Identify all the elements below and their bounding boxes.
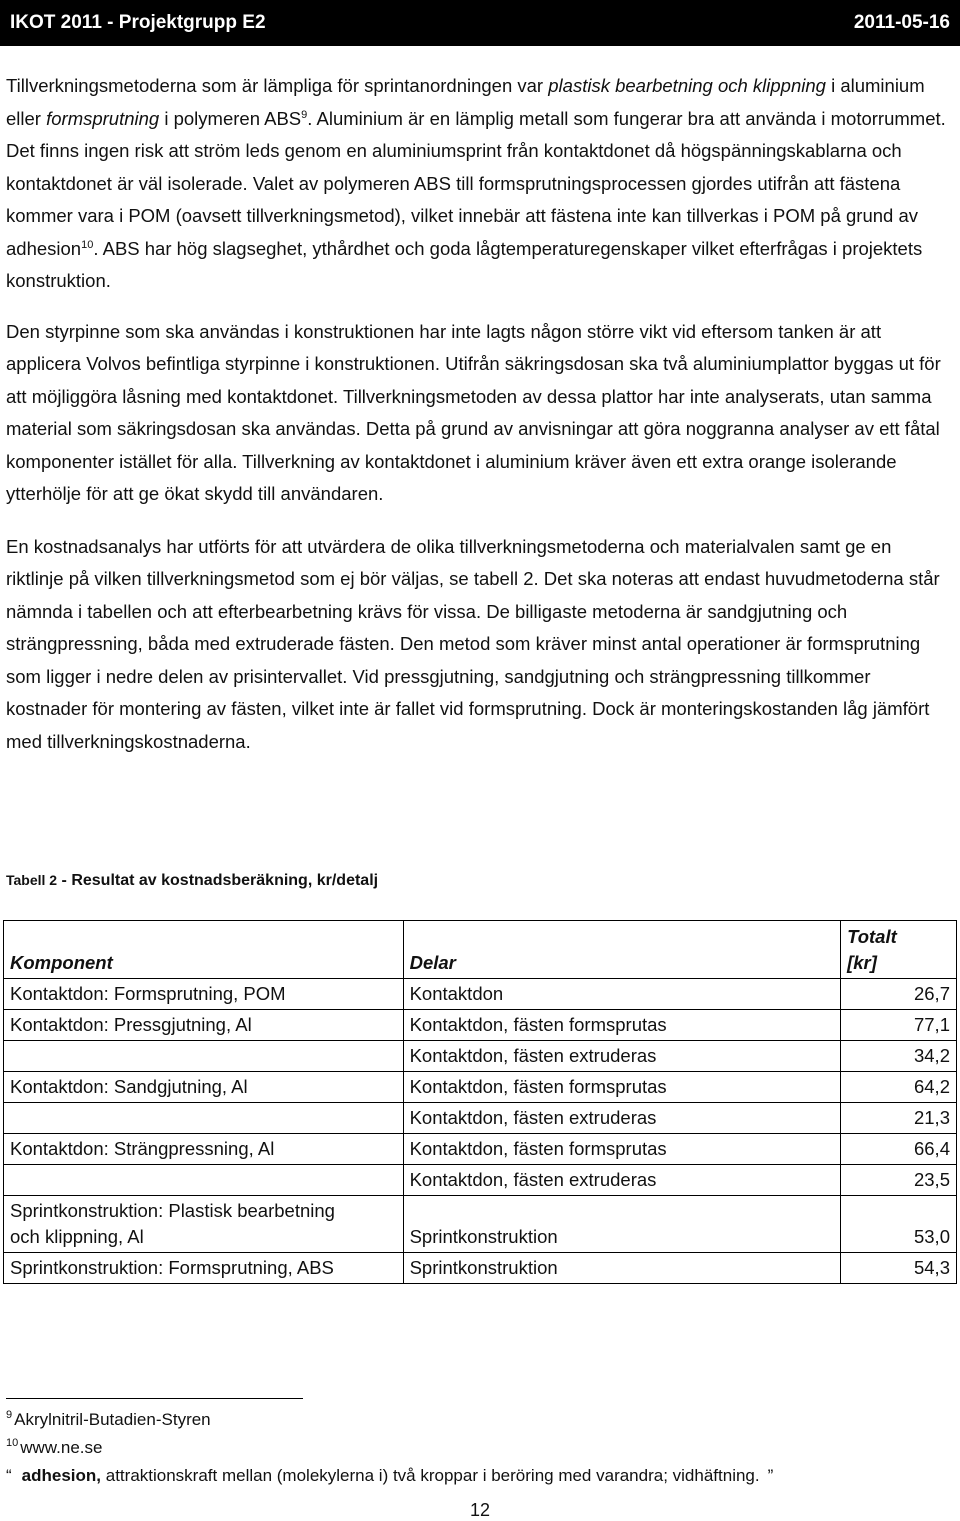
header-date: 2011-05-16 [853,12,950,33]
paragraph-3: En kostnadsanalys har utförts för att utvärdera de olika tillverkningsmetoderna och materialvalen samt ge en riktlinje på vilken tillverkningsmetod som ej bör väljas, se tabell 2. Det ska noteras att endast huvudmetoderna står nämnda i tabellen och att efterbearbetning krävs för vissa. De billigaste metoderna är sandgjutning och strängpressning, båda med extruderade fästen. Den metod som kräver minst antal operationer är formsprutning som ligger i nedre delen av prisintervallet. Vid pressgjutning, sandgjutning och strängpressning tillkommer kostnader för montering av fästen, vilket inte är fallet vid formsprutning. Dock är monteringskostanden låg jämfört med tillverkningskostnaderna. [6,535,940,752]
cell-totalt: 66,4 [841,1134,957,1165]
cell-totalt: 77,1 [841,1010,957,1041]
header-title: IKOT 2011 - Projektgrupp E2 [10,12,266,33]
footnotes [6,1406,773,1490]
footnote-9-number: 9 [6,1409,13,1422]
cell-delar: Kontaktdon, fästen extruderas [403,1041,841,1072]
close-quote: ” [767,1466,774,1485]
header-totalt-line2: [kr] [847,952,877,973]
cell-totalt: 26,7 [841,979,957,1010]
table-caption-label: Tabell 2 [6,872,58,888]
body-text [6,70,954,778]
p1-text-d: . Aluminium är en lämplig metall som fungerar bra att använda i motorrummet. Det finns ingen risk att ström leds genom en aluminiumsprint från kontaktdonet då högspänningskablarna och kontaktdonet är väl isolerade. Valet av polymeren ABS till formsprutningsprocessen gjordes utifrån att fästena kommer vara i POM (oavsett tillverkningsmetod), vilket innebär att fästena inte kan tillverkas i POM på grund av adhesion [6,107,946,259]
cost-table [3,920,957,1284]
table-row [4,1165,957,1196]
table-row [4,1196,957,1253]
cell-komponent: Kontaktdon: Pressgjutning, Al [4,1010,404,1041]
cell-delar: Kontaktdon, fästen extruderas [403,1165,841,1196]
cell-komponent [4,1103,404,1134]
cell-komponent: Kontaktdon: Sandgjutning, Al [4,1072,404,1103]
cell-komponent: Kontaktdon: Formsprutning, POM [4,979,404,1010]
table-row [4,1041,957,1072]
table-caption [6,872,378,890]
cell-totalt: 54,3 [841,1253,957,1284]
cell-komponent-line1: Sprintkonstruktion: Plastisk bearbetning [10,1200,335,1221]
table-row [4,979,957,1010]
cell-totalt: 64,2 [841,1072,957,1103]
cell-delar: Kontaktdon, fästen formsprutas [403,1134,841,1165]
cell-totalt: 34,2 [841,1041,957,1072]
p1-emphasis-2: formsprutning [46,107,160,129]
cell-komponent [4,1196,404,1253]
open-quote: “ [6,1466,12,1485]
footnote-10-number: 10 [6,1437,19,1450]
cell-totalt: 21,3 [841,1103,957,1134]
header-totalt-line1: Totalt [847,926,897,947]
cell-delar: Sprintkonstruktion [403,1196,841,1253]
table-header-row [4,921,957,979]
header-delar: Delar [403,921,841,979]
footnote-ref-9[interactable]: 9 [301,108,308,121]
footnote-10-link[interactable]: www.ne.se [20,1438,103,1457]
footnote-9 [6,1406,773,1434]
table-row [4,1072,957,1103]
footnote-10 [6,1434,773,1462]
cell-komponent: Sprintkonstruktion: Formsprutning, ABS [4,1253,404,1284]
p1-text-c: i polymeren ABS [159,107,302,129]
definition-text: attraktionskraft mellan (molekylerna i) två kroppar i beröring med varandra; vidhäftning. [101,1466,760,1485]
p1-emphasis-1: plastisk bearbetning och klippning [548,75,826,96]
cell-delar: Kontaktdon, fästen formsprutas [403,1072,841,1103]
table-row [4,1134,957,1165]
paragraph-2: Den styrpinne som ska användas i konstruktionen har inte lagts någon större vikt vid eftersom tanken är att applicera Volvos befintliga styrpinne i konstruktionen. Utifrån säkringsdosan ska två aluminiumplattor byggas ut för att möjliggöra låsning med kontaktdonet. Tillverkningsmetoden av dessa plattor har inte analyserats, utan samma material som säkringsdosan ska användas. Detta på grund av anvisningar att göra noggranna analyser av ett fåtal komponenter istället för alla. Tillverkning av kontaktdonet i aluminium kräver även ett extra orange isolerande ytterhölje för att ge ökat skydd till användaren. [6,320,941,504]
cell-delar: Kontaktdon, fästen extruderas [403,1103,841,1134]
p1-text-e: . ABS har hög slagseghet, ythårdhet och goda lågtemperaturegenskaper vilket efterfrågas i projektets konstruktion. [6,237,923,291]
definition [6,1462,773,1490]
header-komponent: Komponent [4,921,404,979]
cell-komponent-line2: och klippning, Al [10,1226,144,1247]
page-header [0,0,960,46]
cell-komponent: Kontaktdon: Strängpressning, Al [4,1134,404,1165]
definition-term: adhesion, [21,1466,102,1485]
table-row [4,1253,957,1284]
cell-totalt: 53,0 [841,1196,957,1253]
footnote-ref-10[interactable]: 10 [81,238,94,251]
cell-delar: Kontaktdon, fästen formsprutas [403,1010,841,1041]
cell-komponent [4,1041,404,1072]
cell-totalt: 23,5 [841,1165,957,1196]
header-totalt [841,921,957,979]
table-row [4,1103,957,1134]
table-row [4,1010,957,1041]
footnote-separator [6,1398,303,1399]
cell-delar: Sprintkonstruktion [403,1253,841,1284]
p1-text-b: i aluminium eller [6,75,925,129]
page-number: 12 [469,1500,491,1520]
p1-text-a: Tillverkningsmetoderna som är lämpliga för sprintanordningen var [6,75,549,96]
footnote-9-text: Akrylnitril-Butadien-Styren [14,1410,211,1429]
cell-delar: Kontaktdon [403,979,841,1010]
table-caption-text: - Resultat av kostnadsberäkning, kr/detalj [57,872,379,889]
paragraph-1 [6,70,954,298]
cell-komponent [4,1165,404,1196]
